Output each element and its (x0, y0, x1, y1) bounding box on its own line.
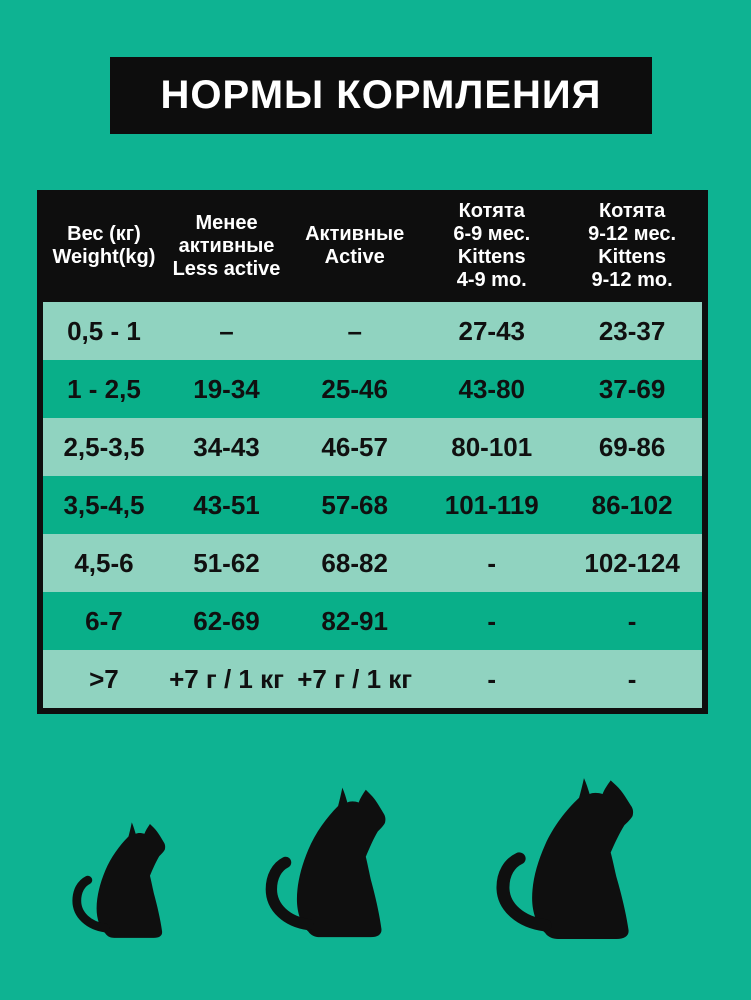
table-cell: +7 г / 1 кг (297, 663, 413, 694)
table-cell: 0,5 - 1 (67, 315, 141, 346)
table-cell: 34-43 (193, 431, 260, 462)
header-cell-less-active: Менее активные Less active (172, 211, 281, 280)
table-row (43, 650, 702, 708)
header-cell-kittens-9-12: Котята 9-12 мес. Kittens 9-12 mo. (588, 200, 677, 291)
table-cell: 25-46 (321, 373, 388, 404)
table-header-row (43, 190, 702, 302)
table-cell: 82-91 (321, 605, 388, 636)
table-cell: 43-80 (458, 373, 525, 404)
table-cell: - (627, 605, 637, 636)
table-cell: >7 (89, 663, 119, 694)
table-row (43, 360, 702, 418)
large-cat-icon (490, 772, 652, 942)
table-cell: - (487, 663, 497, 694)
table-cell: 62-69 (193, 605, 260, 636)
table-cell: 19-34 (193, 373, 260, 404)
table-cell: 46-57 (321, 431, 388, 462)
header-cell-active: Активные Active (305, 223, 405, 268)
table-cell: 57-68 (321, 489, 388, 520)
small-cat-icon (68, 818, 178, 940)
table-cell: 101-119 (444, 489, 539, 520)
table-cell: 69-86 (598, 431, 666, 462)
page-title: НОРМЫ КОРМЛЕНИЯ (160, 73, 602, 117)
table-cell: 23-37 (598, 315, 666, 346)
table-row (43, 302, 702, 360)
table-cell: 102-124 (584, 547, 680, 578)
table-cell: 37-69 (598, 373, 666, 404)
table-cell: 80-101 (451, 431, 533, 462)
medium-cat-icon (260, 782, 402, 940)
table-cell: - (627, 663, 637, 694)
feeding-table (37, 190, 708, 714)
table-cell: 27-43 (458, 315, 525, 346)
table-cell: - (487, 547, 497, 578)
table-row (43, 418, 702, 476)
table-cell: 2,5-3,5 (63, 431, 145, 462)
table-row (43, 534, 702, 592)
table-cell: 86-102 (591, 489, 673, 520)
table-row (43, 592, 702, 650)
header-cell-kittens-6-9: Котята 6-9 мес. Kittens 4-9 mo. (453, 200, 531, 291)
table-cell: 43-51 (193, 489, 260, 520)
table-cell: - (487, 605, 497, 636)
table-cell: 3,5-4,5 (63, 489, 145, 520)
header-cell-weight: Вес (кг) Weight(kg) (52, 223, 156, 268)
table-cell: 6-7 (85, 605, 123, 636)
table-cell: +7 г / 1 кг (169, 663, 284, 694)
table-cell: 51-62 (193, 547, 260, 578)
table-cell: 4,5-6 (74, 547, 134, 578)
title-banner (110, 57, 652, 134)
table-row (43, 476, 702, 534)
table-cell: – (347, 315, 362, 346)
table-cell: 68-82 (321, 547, 388, 578)
table-cell: 1 - 2,5 (67, 373, 141, 404)
table-cell: – (219, 315, 234, 346)
